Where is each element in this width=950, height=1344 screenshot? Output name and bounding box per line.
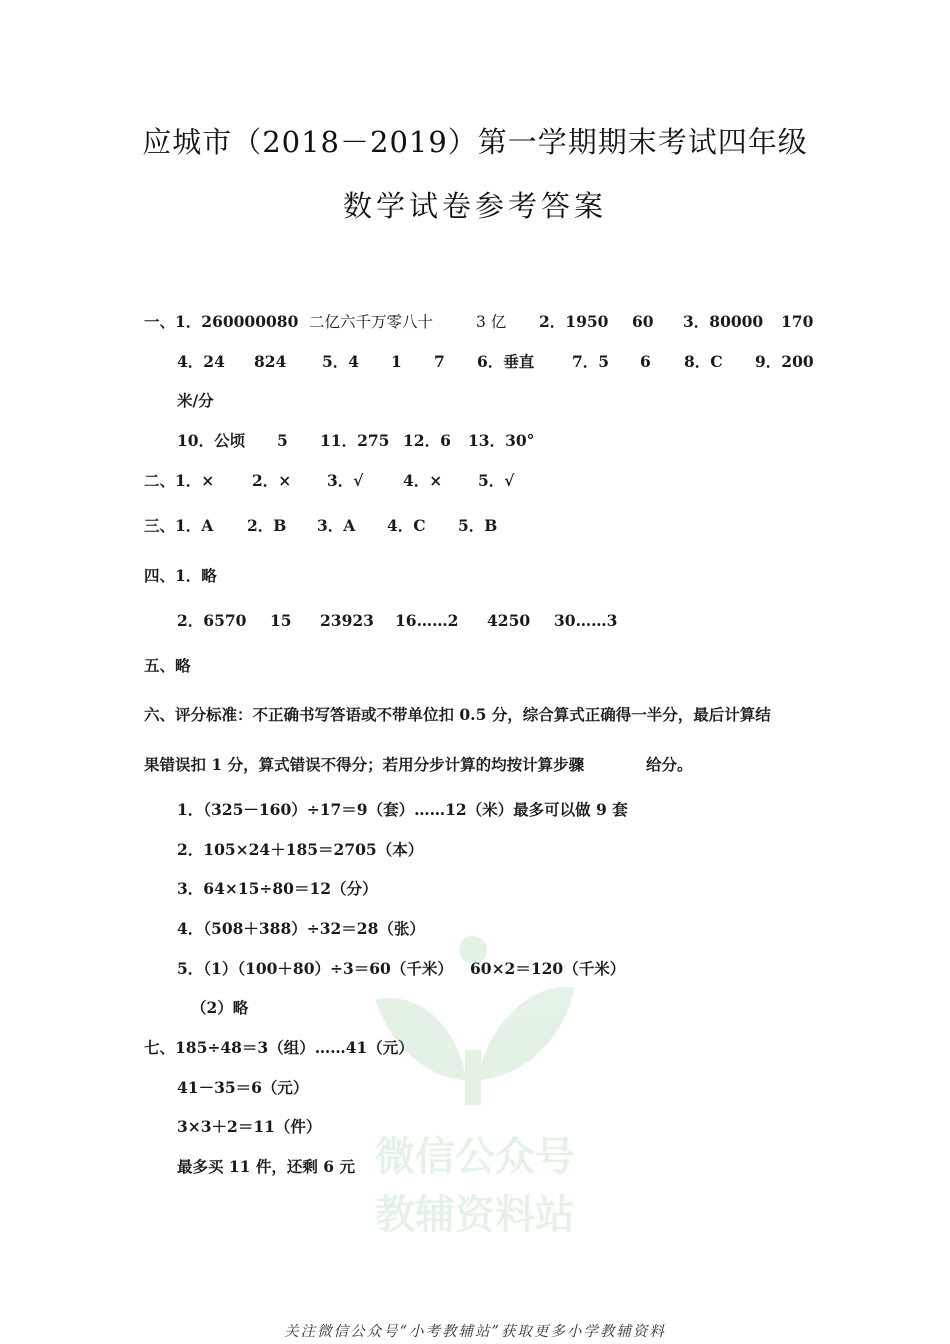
- answer-item: 5．√: [478, 471, 515, 490]
- watermark-logo: [355, 930, 595, 1250]
- answer-item: 1．（325－160）÷17＝9（套）……12（米）最多可以做 9 套: [177, 800, 628, 819]
- answer-item: 3．80000: [683, 312, 764, 331]
- answer-item: 一、1．260000080: [144, 312, 299, 331]
- section-1-row-2: [0, 350, 950, 374]
- answer-item: 五、略: [144, 656, 191, 675]
- section-6-criteria-line-1: [0, 703, 950, 727]
- answer-item: 7: [434, 352, 445, 371]
- answer-item: 七、185÷48＝3（组）……41（元）: [144, 1038, 414, 1057]
- answer-item: 三、1．A: [144, 516, 214, 535]
- answer-item: 5．（1）（100＋80）÷3＝60（千米）: [177, 959, 453, 978]
- grading-criteria-text: 给分。: [646, 755, 693, 774]
- answer-item: 41－35＝6（元）: [177, 1078, 309, 1097]
- document-title: 应城市（2018－2019）第一学期期末考试四年级: [142, 125, 808, 159]
- answer-item: 60: [632, 312, 654, 331]
- answer-item: 23923: [320, 611, 374, 630]
- answer-item: 4．24: [177, 352, 225, 371]
- section-2-row: [0, 469, 950, 493]
- answer-item: 5: [277, 431, 288, 450]
- section-6-answer-1: [0, 798, 950, 822]
- answer-item: 米/分: [177, 391, 214, 410]
- section-1-row-3: [0, 389, 950, 413]
- answer-item: 11．275: [320, 431, 390, 450]
- section-4-row-1: [0, 564, 950, 588]
- section-1-row-4: [0, 429, 950, 453]
- answer-item: 10．公顷: [177, 431, 246, 450]
- answer-item: 6: [640, 352, 651, 371]
- answer-item: 824: [254, 352, 287, 371]
- answer-item: 4．（508＋388）÷32＝28（张）: [177, 919, 425, 938]
- answer-item: 8．C: [684, 352, 723, 371]
- section-4-row-2: [0, 609, 950, 633]
- answer-item: 4．C: [387, 516, 426, 535]
- svg-text:教辅资料站: 教辅资料站: [375, 1192, 575, 1238]
- svg-text:微信公众号: 微信公众号: [375, 1134, 575, 1180]
- answer-item: 30……3: [554, 611, 618, 630]
- answer-item: 3．64×15÷80＝12（分）: [177, 879, 378, 898]
- answer-item: 3．√: [327, 471, 364, 490]
- answer-item: 四、1．略: [144, 566, 217, 585]
- answer-item: 6．垂直: [477, 352, 535, 371]
- grading-criteria-text: 六、评分标准：不正确书写答语或不带单位扣 0.5 分，综合算式正确得一半分，最后计算结: [144, 705, 771, 724]
- section-6-answer-2: [0, 838, 950, 862]
- answer-item: 1: [391, 352, 402, 371]
- answer-item: 2．6570: [177, 611, 247, 630]
- answer-item: 2．1950: [539, 312, 609, 331]
- answer-item: 15: [270, 611, 292, 630]
- answer-item: 170: [781, 312, 814, 331]
- section-6-answer-3: [0, 877, 950, 901]
- answer-item: 5．B: [458, 516, 498, 535]
- answer-item: 13．30°: [468, 431, 535, 450]
- answer-item: 2．×: [252, 471, 292, 490]
- answer-item: 二、1．×: [144, 471, 215, 490]
- answer-item: 2．105×24＋185＝2705（本）: [177, 840, 424, 859]
- answer-item: 4250: [487, 611, 531, 630]
- answer-item: （2）略: [191, 998, 249, 1017]
- answer-item: 5．4: [322, 352, 360, 371]
- answer-item: 60×2＝120（千米）: [470, 959, 626, 978]
- answer-item: 3．A: [317, 516, 356, 535]
- document-subtitle: 数学试卷参考答案: [342, 189, 607, 223]
- answer-item: 9．200: [755, 352, 814, 371]
- section-6-criteria-line-2: [0, 753, 950, 777]
- answer-item: 二亿六千万零八十: [309, 313, 434, 331]
- answer-item: 3×3＋2＝11（件）: [177, 1117, 322, 1136]
- section-5-row: [0, 654, 950, 678]
- section-1-row-1: [0, 310, 950, 334]
- grading-criteria-text: 果错误扣 1 分，算式错误不得分；若用分步计算的均按计算步骤: [144, 755, 585, 774]
- answer-item: 最多买 11 件，还剩 6 元: [177, 1157, 355, 1176]
- answer-item: 4．×: [403, 471, 443, 490]
- answer-item: 16……2: [395, 611, 459, 630]
- answer-item: 12．6: [403, 431, 451, 450]
- footer-note: 关注微信公众号“小考教辅站”获取更多小学教辅资料: [284, 1324, 666, 1340]
- answer-item: 3 亿: [476, 313, 507, 331]
- section-3-row: [0, 514, 950, 538]
- answer-item: 7．5: [572, 352, 610, 371]
- answer-item: 2．B: [247, 516, 287, 535]
